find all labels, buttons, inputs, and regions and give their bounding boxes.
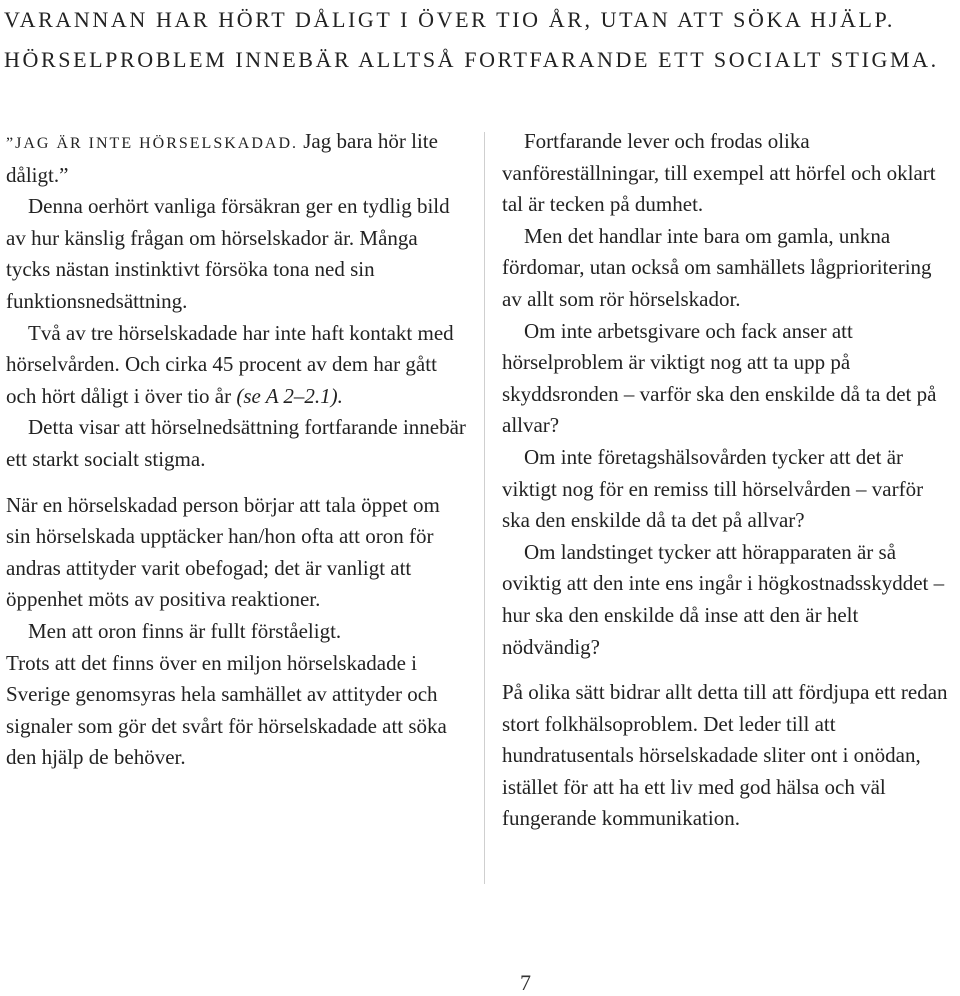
statistic-text: Två av tre hörselskadade har inte haft kontakt med hörselvården. Och cirka 45 procent av dem har gått och hört dåligt i över tio år bbox=[6, 320, 454, 408]
left-column bbox=[6, 126, 466, 774]
left-paragraph-5: När en hörselskadad person börjar att tala öppet om sin hörselskada upptäcker han/hon ofta att oron för andras attityder varit obefogad; det är vanligt att öppenhet möts av positiva reaktioner. bbox=[6, 492, 440, 612]
left-paragraph-4: Detta visar att hörselnedsättning fortfarande innebär ett starkt socialt stigma. bbox=[6, 415, 466, 471]
page-number: 7 bbox=[520, 970, 531, 995]
page-header bbox=[4, 0, 956, 80]
left-paragraph-7: Trots att det finns över en miljon hörselskadade i Sverige genomsyras hela samhället av attityder och signaler som gör det svårt för hörselskadade att söka den hjälp de behöver. bbox=[6, 650, 447, 770]
quote-rest: Jag bara hör lite dåligt.” bbox=[6, 129, 438, 187]
right-paragraph-2: Men det handlar inte bara om gamla, unkna fördomar, utan också om samhällets lågprioritering av allt som rör hörselskador. bbox=[502, 223, 932, 311]
column-divider bbox=[484, 132, 485, 884]
left-paragraph-3 bbox=[6, 318, 466, 413]
right-paragraph-5: Om landstinget tycker att hörapparaten är så oviktig att den inte ens ingår i högkostnadsskyddet – hur ska den enskilde då inse att den är helt nödvändig? bbox=[502, 539, 945, 659]
header-line-2: HÖRSELPROBLEM INNEBÄR ALLTSÅ FORTFARANDE ETT SOCIALT STIGMA. bbox=[4, 47, 939, 72]
right-paragraph-1: Fortfarande lever och frodas olika vanföreställningar, till exempel att hörfel och oklart tal är tecken på dumhet. bbox=[502, 129, 936, 217]
left-paragraph-6: Men att oron finns är fullt förståeligt. bbox=[28, 618, 342, 643]
quote-small-caps: ”JAG ÄR INTE HÖRSELSKADAD. bbox=[6, 135, 298, 152]
right-paragraph-4: Om inte företagshälsovården tycker att det är viktigt nog för en remiss till hörselvården – varför ska den enskilde då ta det på allvar? bbox=[502, 444, 924, 533]
right-column bbox=[502, 126, 952, 835]
left-paragraph-1 bbox=[6, 126, 466, 191]
header-line-1: VARANNAN HAR HÖRT DÅLIGT I ÖVER TIO ÅR, UTAN ATT SÖKA HJÄLP. bbox=[4, 7, 895, 32]
reference-note: (se A 2–2.1). bbox=[236, 383, 343, 408]
left-paragraph-2: Denna oerhört vanliga försäkran ger en tydlig bild av hur känslig frågan om hörselskador är. Många tycks nästan instinktivt försöka tona ned sin funktionsnedsättning. bbox=[6, 194, 450, 313]
right-paragraph-3: Om inte arbetsgivare och fack anser att hörselproblem är viktigt nog att ta upp på skyddsronden – varför ska den enskilde då ta det på allvar? bbox=[502, 318, 937, 438]
right-paragraph-6: På olika sätt bidrar allt detta till att fördjupa ett redan stort folkhälsoproblem. Det leder till att hundratusentals hörselskadade sliter ont i onödan, istället för att ha ett liv med god hälsa och väl fungerande kommunikation. bbox=[502, 680, 948, 831]
